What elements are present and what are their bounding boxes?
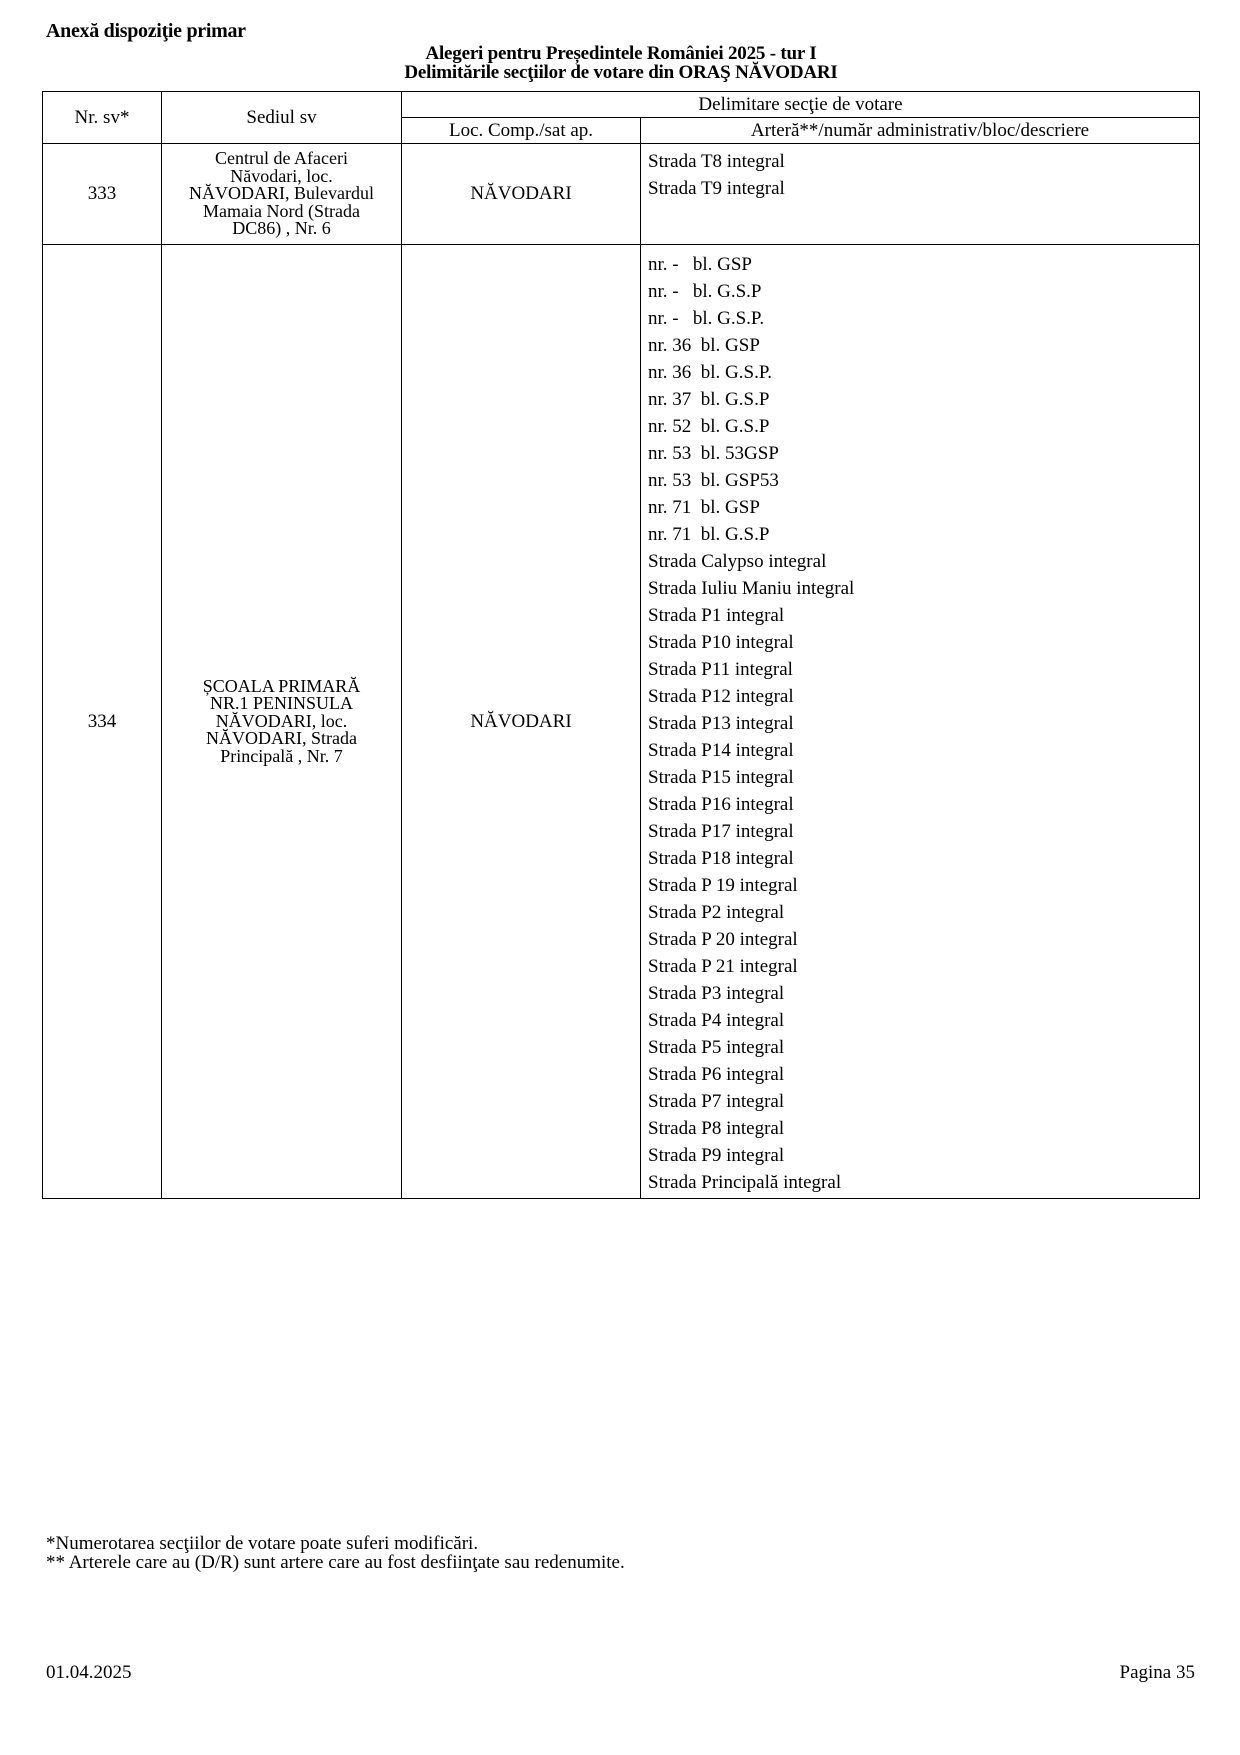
artery-item: nr. - bl. G.S.P <box>648 281 762 302</box>
station-number: 334 <box>43 245 162 1199</box>
artery-item: nr. 53 bl. GSP53 <box>648 470 779 491</box>
artery-item: Strada P18 integral <box>648 848 794 869</box>
seat-line: Năvodari, loc. <box>230 165 333 186</box>
artery-item: Strada P9 integral <box>648 1145 785 1166</box>
artery-item: nr. 37 bl. G.S.P <box>648 389 770 410</box>
artery-item: nr. 52 bl. G.S.P <box>648 416 770 437</box>
artery-item: Strada P8 integral <box>648 1118 785 1139</box>
seat-line: ȘCOALA PRIMARĂ <box>202 675 361 696</box>
polling-stations-table <box>42 91 1200 1199</box>
artery-item: nr. 71 bl. GSP <box>648 497 760 518</box>
station-seat <box>162 144 402 245</box>
station-arteries <box>641 245 1200 1199</box>
annex-title: Anexă dispoziţie primar <box>46 20 246 42</box>
artery-item: nr. - bl. GSP <box>648 254 752 275</box>
artery-item: Strada P12 integral <box>648 686 794 707</box>
document-title <box>42 44 1200 82</box>
artery-item: Strada P11 integral <box>648 659 793 680</box>
artery-item: Strada P 19 integral <box>648 875 798 896</box>
seat-line: NĂVODARI, Strada <box>206 728 357 749</box>
footnotes <box>46 1534 625 1572</box>
artery-item: Strada P2 integral <box>648 902 785 923</box>
seat-line: DC86) , Nr. 6 <box>232 218 331 239</box>
artery-item: Strada P6 integral <box>648 1064 785 1085</box>
station-arteries <box>641 144 1200 245</box>
seat-line: Principală , Nr. 7 <box>220 745 343 766</box>
seat-line: NĂVODARI, loc. <box>215 710 348 731</box>
header-nr-sv: Nr. sv* <box>43 92 162 144</box>
seat-line: Mamaia Nord (Strada <box>203 200 360 221</box>
station-locality: NĂVODARI <box>402 245 641 1199</box>
header-artera: Arteră**/număr administrativ/bloc/descriere <box>641 118 1200 144</box>
table-row <box>43 245 1200 1199</box>
artery-item: Strada P 21 integral <box>648 956 798 977</box>
seat-line: NR.1 PENINSULA <box>209 693 353 714</box>
document-date: 01.04.2025 <box>46 1662 132 1683</box>
artery-item: Strada P4 integral <box>648 1010 785 1031</box>
artery-item: nr. 36 bl. G.S.P. <box>648 362 773 383</box>
station-locality: NĂVODARI <box>402 144 641 245</box>
artery-item: Strada P3 integral <box>648 983 785 1004</box>
title-line-1: Alegeri pentru Președintele României 2025 - tur I <box>425 43 817 64</box>
footnote-arteries: ** Arterele care au (D/R) sunt artere care au fost desfiinţate sau redenumite. <box>46 1552 625 1573</box>
artery-item: Strada P 20 integral <box>648 929 798 950</box>
station-seat <box>162 245 402 1199</box>
artery-item: nr. 71 bl. G.S.P <box>648 524 770 545</box>
table-row <box>43 144 1200 245</box>
artery-item: Strada P1 integral <box>648 605 785 626</box>
artery-item: Strada P17 integral <box>648 821 794 842</box>
seat-line: Centrul de Afaceri <box>215 148 348 169</box>
header-delimitare: Delimitare secţie de votare <box>402 92 1200 118</box>
artery-item: nr. 36 bl. GSP <box>648 335 760 356</box>
artery-item: Strada T8 integral <box>648 151 785 172</box>
artery-item: Strada Calypso integral <box>648 551 827 572</box>
title-line-2: Delimitările secţiilor de votare din ORAŞ NĂVODARI <box>404 62 838 83</box>
artery-item: Strada Iuliu Maniu integral <box>648 578 855 599</box>
artery-item: Strada P15 integral <box>648 767 794 788</box>
header-loc-comp: Loc. Comp./sat ap. <box>402 118 641 144</box>
artery-item: Strada P16 integral <box>648 794 794 815</box>
station-number: 333 <box>43 144 162 245</box>
footnote-numbering: *Numerotarea secţiilor de votare poate suferi modificări. <box>46 1533 479 1554</box>
artery-item: Strada P10 integral <box>648 632 794 653</box>
artery-item: nr. - bl. G.S.P. <box>648 308 765 329</box>
artery-item: Strada Principală integral <box>648 1172 842 1193</box>
artery-item: Strada P5 integral <box>648 1037 785 1058</box>
artery-item: Strada P7 integral <box>648 1091 785 1112</box>
header-sediul-sv: Sediul sv <box>162 92 402 144</box>
seat-line: NĂVODARI, Bulevardul <box>189 183 374 204</box>
artery-item: Strada P14 integral <box>648 740 794 761</box>
artery-item: nr. 53 bl. 53GSP <box>648 443 779 464</box>
artery-item: Strada T9 integral <box>648 178 785 199</box>
page-number: Pagina 35 <box>1119 1662 1195 1683</box>
artery-item: Strada P13 integral <box>648 713 794 734</box>
